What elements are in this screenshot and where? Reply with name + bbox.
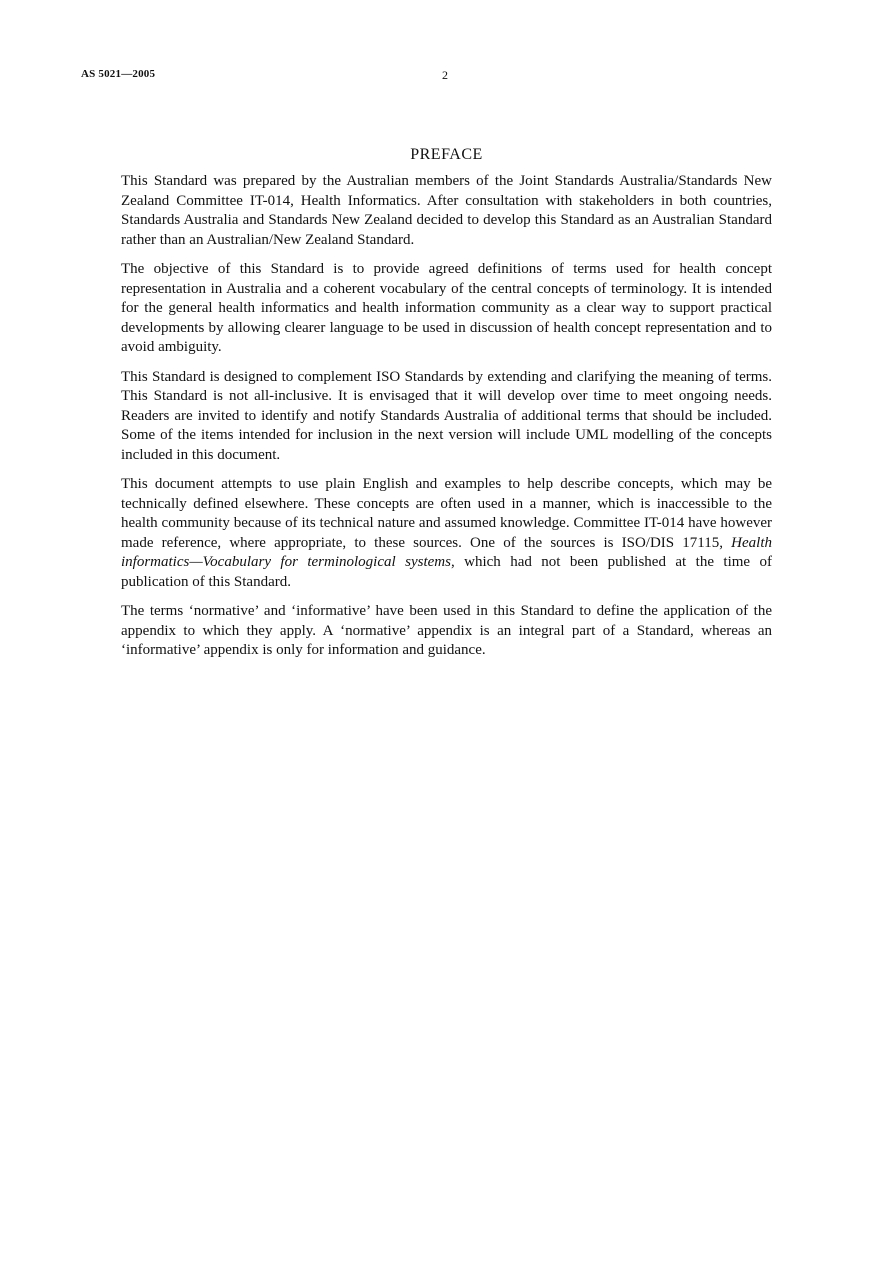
preface-paragraph-2: The objective of this Standard is to provide agreed definitions of terms used for health concept representation in Australia and a coherent vocabulary of the central concepts of terminology. It is intended for the general health informatics and health information community as a clear way to support practical developments by allowing clearer language to be used in discussion of health concept representation and to avoid ambiguity.	[121, 261, 772, 355]
preface-paragraph-1: This Standard was prepared by the Australian members of the Joint Standards Australia/Standards New Zealand Committee IT-014, Health Informatics. After consultation with stakeholders in both countries, Standards Australia and Standards New Zealand decided to develop this Standard as an Australian Standard rather than an Australian/New Zealand Standard.	[121, 173, 772, 248]
cited-document-title: Health informatics—Vocabulary for terminological systems	[121, 534, 772, 570]
paragraph-4-text-after: , which had not been published at the time of publication of this Standard.	[121, 554, 772, 590]
preface-section	[121, 146, 772, 671]
preface-paragraph-4	[121, 475, 772, 592]
preface-title: PREFACE	[410, 146, 483, 163]
document-identifier: AS 5021—2005	[81, 68, 156, 80]
page-header	[81, 68, 811, 84]
page-number: 2	[442, 68, 448, 82]
preface-paragraph-5: The terms ‘normative’ and ‘informative’ have been used in this Standard to define the application of the appendix to which they apply. A ‘normative’ appendix is an integral part of a Standard, whereas an ‘informative’ appendix is only for information and guidance.	[121, 603, 772, 658]
preface-paragraph-3: This Standard is designed to complement ISO Standards by extending and clarifying the meaning of terms. This Standard is not all-inclusive. It is envisaged that it will develop over time to meet ongoing needs. Readers are invited to identify and notify Standards Australia of additional terms that should be included. Some of the items intended for inclusion in the next version will include UML modelling of the concepts included in this document.	[121, 368, 772, 463]
paragraph-4-text-before: This document attempts to use plain English and examples to help describe concepts, which may be technically defined elsewhere. These concepts are often used in a manner, which is inaccessible to the health community because of its technical nature and assumed knowledge. Committee IT-014 have however made reference, where appropriate, to these sources. One of the sources is ISO/DIS 17115,	[121, 476, 772, 551]
